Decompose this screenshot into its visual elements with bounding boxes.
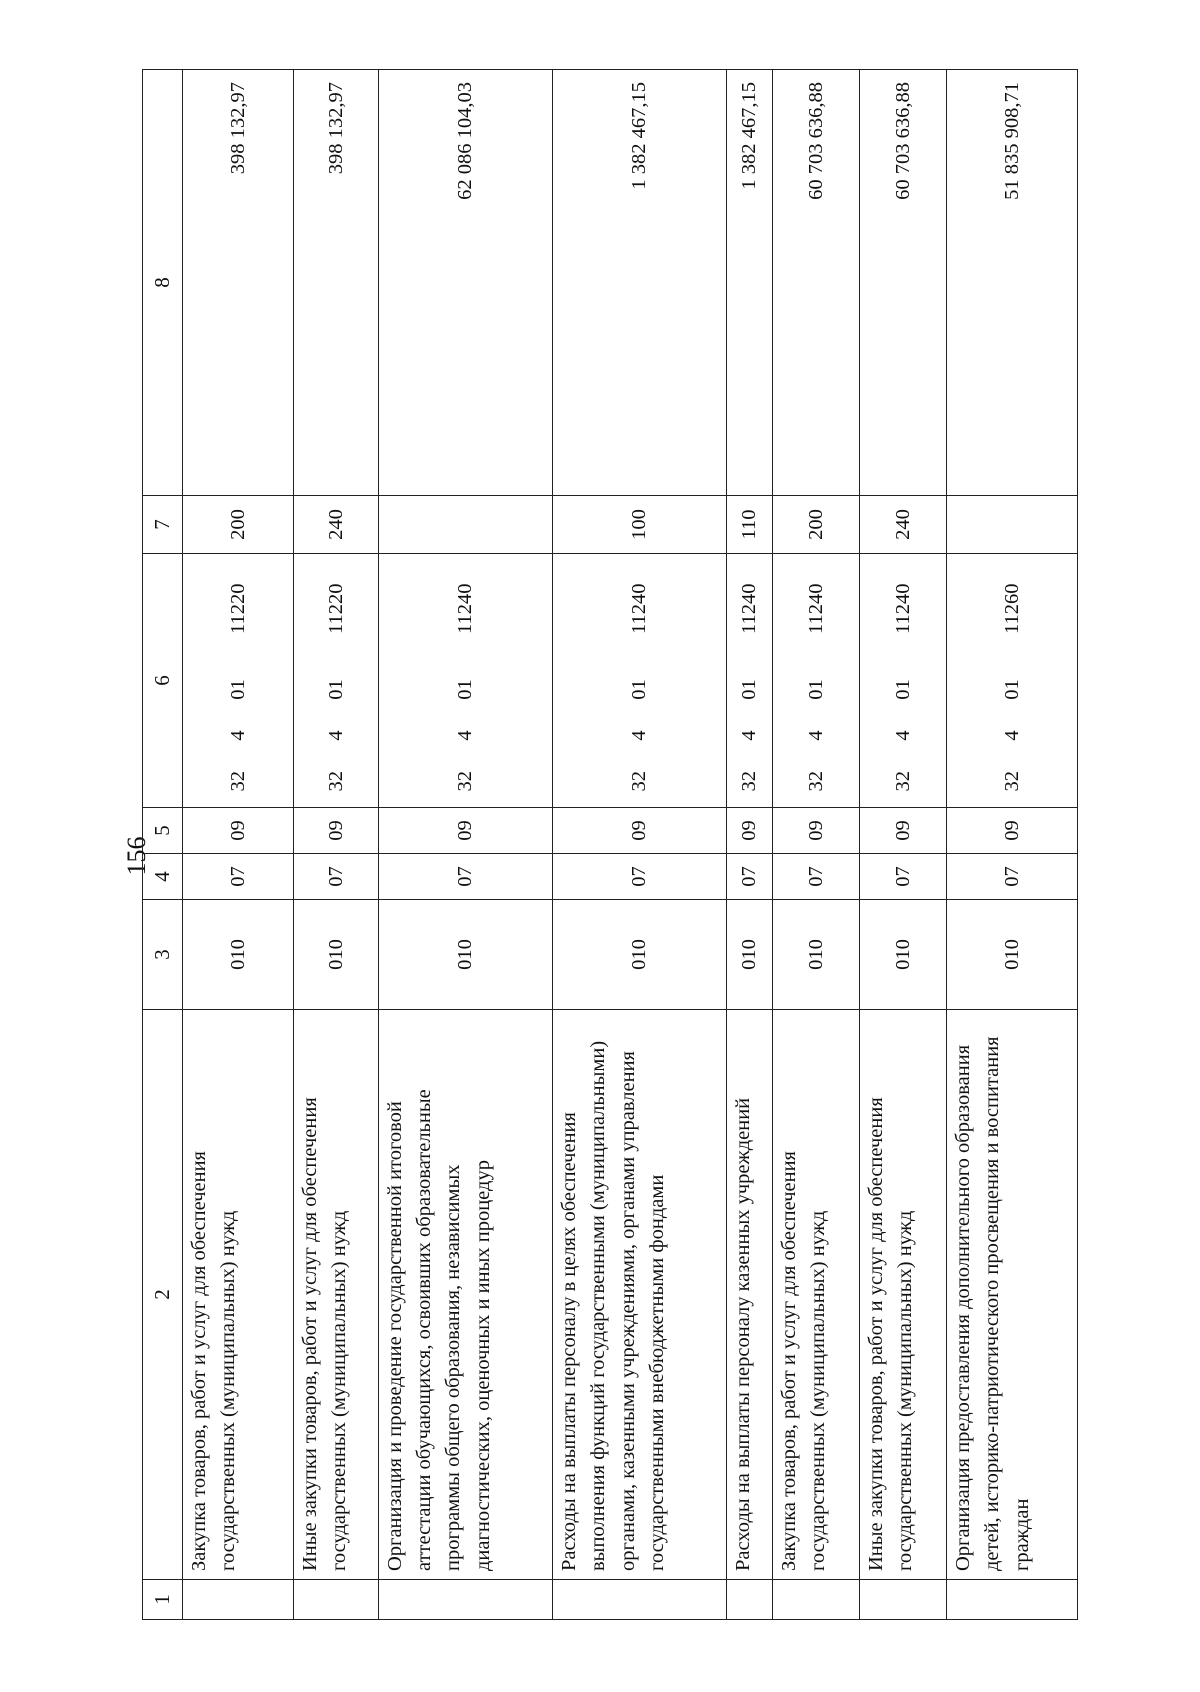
header-col-7: 7 [143, 496, 183, 554]
table-row [379, 70, 553, 1620]
subsection-cell: 09 [947, 808, 1078, 854]
row-name-cell: Организация предоставления дополнительного образования детей, историко-патриотического просвещения и воспитания граждан [947, 1010, 1078, 1580]
header-col-5: 5 [143, 808, 183, 854]
target-code-a-cell: 32 [379, 756, 553, 808]
section-cell: 07 [553, 854, 727, 900]
target-code-c-cell: 01 [553, 664, 727, 716]
section-cell: 07 [294, 854, 379, 900]
row-name-cell: Расходы на выплаты персоналу в целях обеспечения выполнения функций государственными (муниципальными) органами, казенными учреждениями, органами управления государственными внебюджетными фондами [553, 1010, 727, 1580]
table-row [294, 70, 379, 1620]
target-code-a-cell: 32 [183, 756, 294, 808]
section-cell: 07 [773, 854, 860, 900]
target-code-b-cell: 4 [183, 716, 294, 756]
target-code-b-cell: 4 [727, 716, 773, 756]
section-cell: 07 [727, 854, 773, 900]
code-010-cell: 010 [183, 900, 294, 1010]
subsection-cell: 09 [379, 808, 553, 854]
expense-type-cell: 100 [553, 496, 727, 554]
target-code-b-cell: 4 [947, 716, 1078, 756]
amount-cell: 51 835 908,71 [947, 70, 1078, 496]
expense-type-cell: 240 [294, 496, 379, 554]
header-row [143, 70, 183, 1620]
target-code-a-cell: 32 [947, 756, 1078, 808]
rotated-budget-table-wrapper [142, 70, 1078, 1620]
amount-cell: 1 382 467,15 [727, 70, 773, 496]
target-code-c-cell: 01 [947, 664, 1078, 716]
table-row [947, 70, 1078, 1620]
target-code-a-cell: 32 [773, 756, 860, 808]
header-col-3: 3 [143, 900, 183, 1010]
target-code-c-cell: 01 [294, 664, 379, 716]
section-cell: 07 [183, 854, 294, 900]
amount-cell: 398 132,97 [183, 70, 294, 496]
budget-table [142, 69, 1078, 1620]
code-010-cell: 010 [727, 900, 773, 1010]
target-code-b-cell: 4 [553, 716, 727, 756]
target-code-d-cell: 11240 [379, 554, 553, 664]
target-code-c-cell: 01 [379, 664, 553, 716]
header-col-1: 1 [143, 1580, 183, 1620]
header-col-8: 8 [143, 70, 183, 496]
amount-cell: 60 703 636,88 [773, 70, 860, 496]
amount-cell: 60 703 636,88 [860, 70, 947, 496]
target-code-b-cell: 4 [294, 716, 379, 756]
code-010-cell: 010 [947, 900, 1078, 1010]
row-number-cell [183, 1580, 294, 1620]
table-row [553, 70, 727, 1620]
code-010-cell: 010 [379, 900, 553, 1010]
target-code-d-cell: 11240 [553, 554, 727, 664]
row-name-cell: Иные закупки товаров, работ и услуг для обеспечения государственных (муниципальных) нужд [294, 1010, 379, 1580]
table-row [860, 70, 947, 1620]
target-code-d-cell: 11240 [773, 554, 860, 664]
target-code-b-cell: 4 [773, 716, 860, 756]
target-code-d-cell: 11240 [860, 554, 947, 664]
section-cell: 07 [947, 854, 1078, 900]
section-cell: 07 [860, 854, 947, 900]
row-number-cell [553, 1580, 727, 1620]
target-code-a-cell: 32 [727, 756, 773, 808]
subsection-cell: 09 [553, 808, 727, 854]
target-code-d-cell: 11240 [727, 554, 773, 664]
table-row [183, 70, 294, 1620]
subsection-cell: 09 [727, 808, 773, 854]
table-row [727, 70, 773, 1620]
target-code-d-cell: 11260 [947, 554, 1078, 664]
target-code-b-cell: 4 [379, 716, 553, 756]
expense-type-cell [947, 496, 1078, 554]
subsection-cell: 09 [294, 808, 379, 854]
row-number-cell [860, 1580, 947, 1620]
subsection-cell: 09 [860, 808, 947, 854]
expense-type-cell: 200 [773, 496, 860, 554]
row-number-cell [947, 1580, 1078, 1620]
header-col-2: 2 [143, 1010, 183, 1580]
table-row [773, 70, 860, 1620]
target-code-d-cell: 11220 [294, 554, 379, 664]
row-number-cell [773, 1580, 860, 1620]
expense-type-cell: 200 [183, 496, 294, 554]
target-code-a-cell: 32 [553, 756, 727, 808]
code-010-cell: 010 [294, 900, 379, 1010]
amount-cell: 1 382 467,15 [553, 70, 727, 496]
row-number-cell [727, 1580, 773, 1620]
amount-cell: 62 086 104,03 [379, 70, 553, 496]
row-name-cell: Закупка товаров, работ и услуг для обеспечения государственных (муниципальных) нужд [773, 1010, 860, 1580]
header-col-6: 6 [143, 554, 183, 808]
code-010-cell: 010 [860, 900, 947, 1010]
target-code-a-cell: 32 [294, 756, 379, 808]
expense-type-cell: 110 [727, 496, 773, 554]
amount-cell: 398 132,97 [294, 70, 379, 496]
subsection-cell: 09 [773, 808, 860, 854]
target-code-c-cell: 01 [773, 664, 860, 716]
target-code-b-cell: 4 [860, 716, 947, 756]
row-name-cell: Расходы на выплаты персоналу казенных учреждений [727, 1010, 773, 1580]
row-name-cell: Организация и проведение государственной итоговой аттестации обучающихся, освоивших образовательные программы общего образования, независимых диагностических, оценочных и иных процедур [379, 1010, 553, 1580]
row-name-cell: Иные закупки товаров, работ и услуг для обеспечения государственных (муниципальных) нужд [860, 1010, 947, 1580]
expense-type-cell [379, 496, 553, 554]
target-code-c-cell: 01 [183, 664, 294, 716]
target-code-c-cell: 01 [727, 664, 773, 716]
target-code-a-cell: 32 [860, 756, 947, 808]
section-cell: 07 [379, 854, 553, 900]
code-010-cell: 010 [773, 900, 860, 1010]
page-number: 156 [122, 836, 151, 876]
row-number-cell [294, 1580, 379, 1620]
expense-type-cell: 240 [860, 496, 947, 554]
row-number-cell [379, 1580, 553, 1620]
header-col-4: 4 [143, 854, 183, 900]
subsection-cell: 09 [183, 808, 294, 854]
row-name-cell: Закупка товаров, работ и услуг для обеспечения государственных (муниципальных) нужд [183, 1010, 294, 1580]
target-code-c-cell: 01 [860, 664, 947, 716]
code-010-cell: 010 [553, 900, 727, 1010]
target-code-d-cell: 11220 [183, 554, 294, 664]
